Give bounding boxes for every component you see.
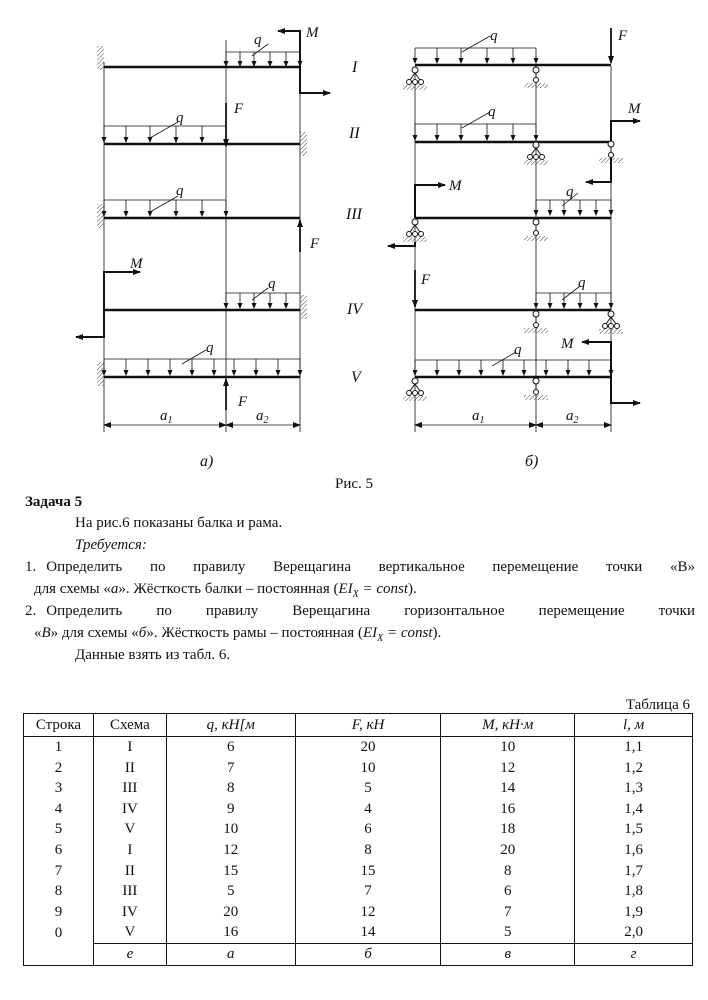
table-row xyxy=(24,799,693,820)
table-cell: 15 xyxy=(166,861,295,882)
figure-5 xyxy=(0,0,708,480)
table-cell: 1,2 xyxy=(575,758,693,779)
task-intro: На рис.6 показаны балка и рама. xyxy=(75,515,283,531)
table-cell: 10 xyxy=(166,819,295,840)
label-q: q xyxy=(206,340,214,356)
table-cell: 6 xyxy=(441,881,575,902)
label-q: q xyxy=(254,32,262,48)
table-cell: 16 xyxy=(441,799,575,820)
table-cell: 12 xyxy=(441,758,575,779)
header-l: l, м xyxy=(575,714,693,737)
panel-b xyxy=(388,28,640,432)
table-cell: 10 xyxy=(295,758,441,779)
table-cell: 7 xyxy=(295,881,441,902)
table-cell: IV xyxy=(93,799,166,820)
table-cell: 3 xyxy=(24,778,94,799)
table-cell: 4 xyxy=(295,799,441,820)
table-cell: 15 xyxy=(295,861,441,882)
table-cell: 9 xyxy=(24,902,94,923)
table-cell: 4 xyxy=(24,799,94,820)
table-footer-row xyxy=(24,943,693,965)
panel-b-label: б) xyxy=(525,453,539,470)
table-cell: 5 xyxy=(441,922,575,943)
table-row xyxy=(24,881,693,902)
table-row xyxy=(24,737,693,758)
dim-a2: $a_2$ xyxy=(256,408,269,426)
table-footer-cell: б xyxy=(295,943,441,965)
table-cell xyxy=(24,943,94,965)
task-required: Требуется: xyxy=(75,537,147,553)
table-cell: 1,8 xyxy=(575,881,693,902)
table-cell: I xyxy=(93,737,166,758)
label-m: M xyxy=(306,25,319,41)
table-cell: II xyxy=(93,758,166,779)
label-q: q xyxy=(578,275,586,291)
label-q: q xyxy=(566,184,574,200)
table-cell: 14 xyxy=(441,778,575,799)
table-cell: 7 xyxy=(441,902,575,923)
table-cell: 1,5 xyxy=(575,819,693,840)
roller-support-icon xyxy=(524,311,548,333)
header-row-num: Строка xyxy=(24,714,94,737)
roller-support-icon xyxy=(524,378,548,400)
table-row xyxy=(24,922,693,943)
scheme-label-5: V xyxy=(351,369,361,386)
table-row xyxy=(24,861,693,882)
task-item-1-line1: 1. Определить по правилу Верещагина вертикальное перемещение точки «B» xyxy=(25,559,695,575)
table-cell: 8 xyxy=(295,840,441,861)
table-row xyxy=(24,840,693,861)
table-cell: 6 xyxy=(24,840,94,861)
table-footer-cell: а xyxy=(166,943,295,965)
table-cell: 12 xyxy=(166,840,295,861)
table-cell: 16 xyxy=(166,922,295,943)
task-item-2-line2: «B» для схемы «б». Жёсткость рамы – постоянная ($EI_X$ = const). xyxy=(34,625,442,644)
table-cell: 5 xyxy=(166,881,295,902)
table-footer-cell: в xyxy=(441,943,575,965)
table-cell: III xyxy=(93,778,166,799)
dim-a2: $a_2$ xyxy=(566,408,579,426)
roller-support-icon xyxy=(524,67,548,88)
figure-caption: Рис. 5 xyxy=(334,476,374,492)
table-cell: 10 xyxy=(441,737,575,758)
table-cell: II xyxy=(93,861,166,882)
label-f: F xyxy=(310,236,320,252)
table-cell: 8 xyxy=(441,861,575,882)
label-f: F xyxy=(238,394,248,410)
table-cell: 8 xyxy=(24,881,94,902)
table-cell: 1 xyxy=(24,737,94,758)
table-cell: 9 xyxy=(166,799,295,820)
table-cell: 1,4 xyxy=(575,799,693,820)
label-m: M xyxy=(628,101,641,117)
table-cell: 8 xyxy=(166,778,295,799)
task-data-note: Данные взять из табл. 6. xyxy=(75,647,231,663)
task-title: Задача 5 xyxy=(25,494,83,510)
table-cell: 1,9 xyxy=(575,902,693,923)
label-m: M xyxy=(130,256,143,272)
header-m: M, кН·м xyxy=(441,714,575,737)
table-cell: 12 xyxy=(295,902,441,923)
label-q: q xyxy=(490,28,498,44)
scheme-label-4: IV xyxy=(347,301,363,318)
table-cell: 20 xyxy=(166,902,295,923)
table-cell: 5 xyxy=(24,819,94,840)
task-item-2-line1: 2. Определить по правилу Верещагина горизонтальное перемещение точки xyxy=(25,603,695,619)
table-cell: 20 xyxy=(295,737,441,758)
table-cell: III xyxy=(93,881,166,902)
label-m: M xyxy=(561,336,574,352)
header-f: F, кН xyxy=(295,714,441,737)
label-f: F xyxy=(421,272,431,288)
table-row xyxy=(24,819,693,840)
panel-a-label: а) xyxy=(200,453,214,470)
table-cell: 6 xyxy=(166,737,295,758)
table-cell: 18 xyxy=(441,819,575,840)
table-footer-cell: г xyxy=(575,943,693,965)
label-q: q xyxy=(514,342,522,358)
table-cell: 1,3 xyxy=(575,778,693,799)
data-table xyxy=(23,713,693,966)
table-row xyxy=(24,902,693,923)
header-scheme: Схема xyxy=(93,714,166,737)
table-row xyxy=(24,758,693,779)
scheme-label-1: I xyxy=(352,59,358,76)
header-q: q, кН[м xyxy=(166,714,295,737)
table-cell: IV xyxy=(93,902,166,923)
scheme-label-3: III xyxy=(346,206,362,223)
table-cell: 1,1 xyxy=(575,737,693,758)
table-cell: 7 xyxy=(24,861,94,882)
table-row xyxy=(24,778,693,799)
table-cell: 7 xyxy=(166,758,295,779)
roller-support-icon xyxy=(524,219,548,241)
dim-a1: $a_1$ xyxy=(160,408,173,426)
table-cell: 20 xyxy=(441,840,575,861)
label-m: M xyxy=(449,178,462,194)
table-cell: V xyxy=(93,922,166,943)
scheme-label-2: II xyxy=(349,125,360,142)
table-cell: 2 xyxy=(24,758,94,779)
table-cell: V xyxy=(93,819,166,840)
table-cell: 0 xyxy=(24,922,94,943)
panel-a xyxy=(76,31,330,432)
label-q: q xyxy=(268,276,276,292)
dim-a1: $a_1$ xyxy=(472,408,485,426)
table-header-row xyxy=(24,714,693,737)
table-cell: 1,6 xyxy=(575,840,693,861)
table-cell: 1,7 xyxy=(575,861,693,882)
label-f: F xyxy=(234,101,244,117)
label-q: q xyxy=(488,104,496,120)
table-footer-cell: е xyxy=(93,943,166,965)
table-cell: 6 xyxy=(295,819,441,840)
label-q: q xyxy=(176,110,184,126)
table-cell: 2,0 xyxy=(575,922,693,943)
table-caption: Таблица 6 xyxy=(625,697,690,713)
label-q: q xyxy=(176,183,184,199)
table-cell: 5 xyxy=(295,778,441,799)
table-cell: I xyxy=(93,840,166,861)
task-item-1-line2: для схемы «a». Жёсткость балки – постоянная ($EI_X$ = const). xyxy=(34,581,417,600)
label-f: F xyxy=(618,28,628,44)
table-cell: 14 xyxy=(295,922,441,943)
